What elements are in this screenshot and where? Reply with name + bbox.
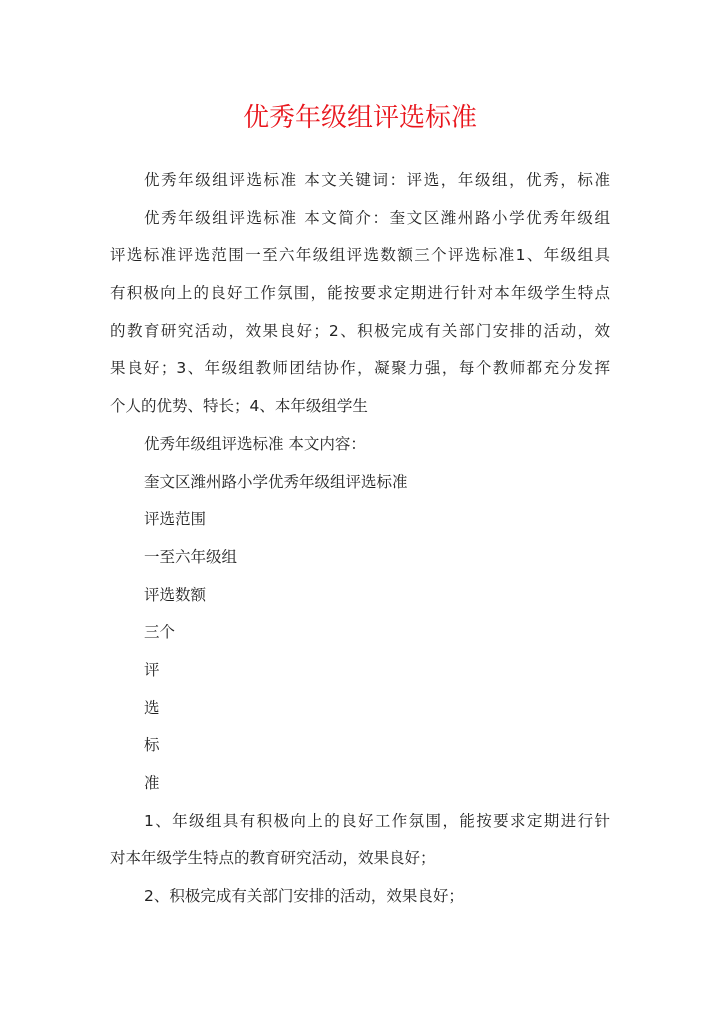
text-line: 优秀年级组评选标准 本文关键词：评选，年级组，优秀，标准 xyxy=(144,171,610,189)
text-line: 选 xyxy=(144,698,160,717)
paragraph xyxy=(110,426,610,464)
text-line: 三个 xyxy=(144,623,176,642)
text-line: 标 xyxy=(144,736,160,755)
document-body xyxy=(110,162,610,916)
text-line: 的教育研究活动，效果良好；2、积极完成有关部门安排的活动，效 xyxy=(110,321,610,340)
paragraph xyxy=(110,690,610,728)
text-line: 优秀年级组评选标准 本文简介：奎文区潍州路小学优秀年级组 xyxy=(144,208,610,227)
text-line: 个人的优势、特长；4、本年级组学生 xyxy=(110,397,368,416)
paragraph xyxy=(110,501,610,539)
paragraph xyxy=(110,803,610,878)
document-title: 优秀年级组评选标准 xyxy=(242,103,477,133)
text-line: 评 xyxy=(144,660,160,679)
paragraph xyxy=(110,765,610,803)
paragraph xyxy=(110,614,610,652)
text-line: 优秀年级组评选标准 本文内容： xyxy=(144,434,366,453)
paragraph xyxy=(110,162,610,200)
paragraph xyxy=(110,727,610,765)
text-line: 评选范围 xyxy=(144,510,207,529)
paragraph xyxy=(110,878,610,916)
text-line: 一至六年级组 xyxy=(144,547,238,566)
paragraph xyxy=(110,200,610,426)
text-line: 有积极向上的良好工作氛围，能按要求定期进行针对本年级学生特点 xyxy=(110,284,610,303)
text-line: 果良好；3、年级组教师团结协作，凝聚力强，每个教师都充分发挥 xyxy=(110,359,610,378)
paragraph xyxy=(110,652,610,690)
text-line: 2、积极完成有关部门安排的活动，效果良好； xyxy=(144,887,464,906)
text-line: 评选数额 xyxy=(144,585,207,604)
text-line: 评选标准评选范围一至六年级组评选数额三个评选标准1、年级组具 xyxy=(110,246,610,265)
paragraph xyxy=(110,539,610,577)
paragraph xyxy=(110,464,610,502)
text-line: 准 xyxy=(144,774,160,792)
text-line: 1、年级组具有积极向上的良好工作氛围，能按要求定期进行针 xyxy=(144,811,610,830)
paragraph xyxy=(110,577,610,615)
text-line: 奎文区潍州路小学优秀年级组评选标准 xyxy=(144,472,408,491)
text-line: 对本年级学生特点的教育研究活动，效果良好； xyxy=(110,849,436,868)
